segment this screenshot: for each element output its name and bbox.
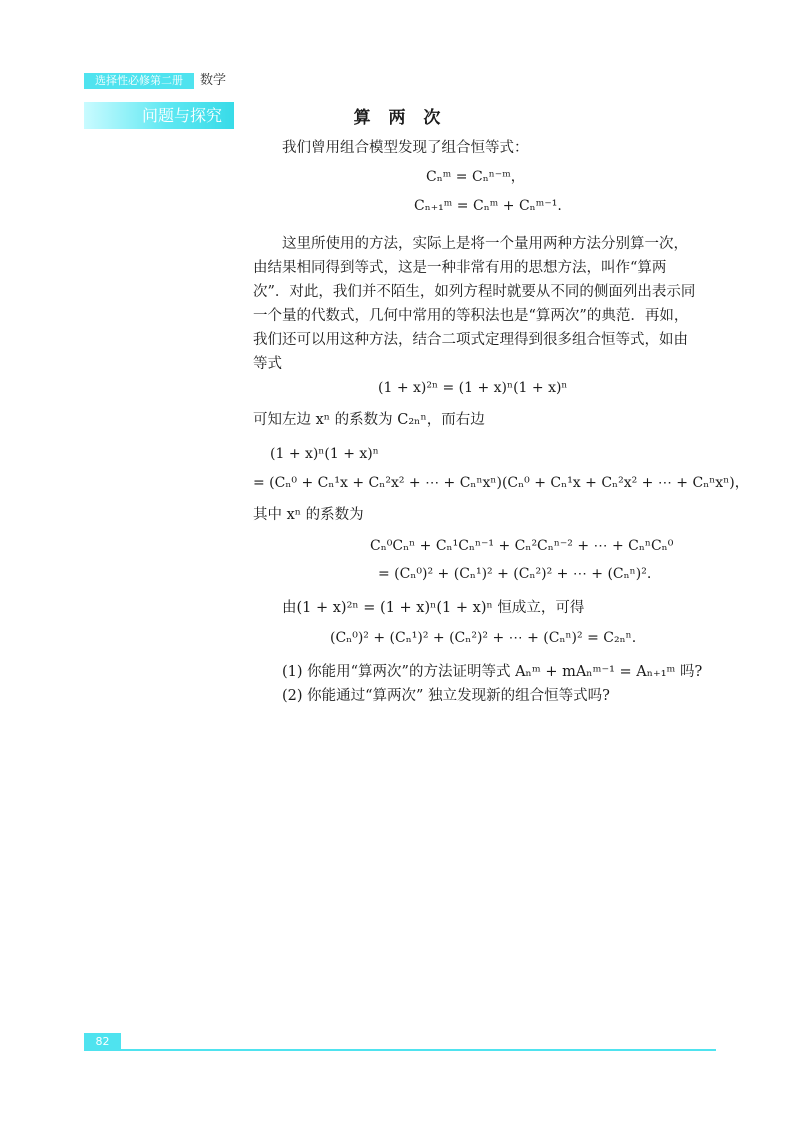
paragraph-line: 这里所使用的方法，实际上是将一个量用两种方法分别算一次， [282,236,688,252]
paragraph-line: 其中 xⁿ 的系数为 [253,507,364,523]
equation-6: Cₙ⁰Cₙⁿ + Cₙ¹Cₙⁿ⁻¹ + Cₙ²Cₙⁿ⁻² + ⋯ + CₙⁿCₙ⁰ [370,538,674,554]
equation-5: = (Cₙ⁰ + Cₙ¹x + Cₙ²x² + ⋯ + Cₙⁿxⁿ)(Cₙ⁰ + Cₙ¹x + Cₙ²x² + ⋯ + Cₙⁿxⁿ)， [253,475,749,491]
equation-2: Cₙ₊₁ᵐ = Cₙᵐ + Cₙᵐ⁻¹. [414,198,562,214]
paragraph-line: 等式 [253,356,282,372]
subject-label: 数学 [200,73,227,88]
question-2: (2) 你能通过“算两次” 独立发现新的组合恒等式吗? [282,688,610,704]
equation-3: (1 + x)²ⁿ = (1 + x)ⁿ(1 + x)ⁿ [378,380,568,396]
equation-1: Cₙᵐ = Cₙⁿ⁻ᵐ， [426,169,525,185]
question-1: (1) 你能用“算两次”的方法证明等式 Aₙᵐ + mAₙᵐ⁻¹ = Aₙ₊₁ᵐ 吗? [282,664,703,680]
equation-7: = (Cₙ⁰)² + (Cₙ¹)² + (Cₙ²)² + ⋯ + (Cₙⁿ)². [378,566,652,582]
page-number: 82 [84,1033,121,1051]
paragraph-line: 由(1 + x)²ⁿ = (1 + x)ⁿ(1 + x)ⁿ 恒成立，可得 [282,600,585,616]
paragraph-line: 一个量的代数式，几何中常用的等积法也是“算两次”的典范．再如， [253,308,689,324]
paragraph-line: 我们还可以用这种方法，结合二项式定理得到很多组合恒等式，如由 [253,332,688,348]
page-title: 算 两 次 [353,108,447,128]
book-tag: 选择性必修第二册 [84,73,194,89]
paragraph-line: 次”．对此，我们并不陌生，如列方程时就要从不同的侧面列出表示同 [253,284,696,300]
equation-4: (1 + x)ⁿ(1 + x)ⁿ [270,446,379,462]
section-banner: 问题与探究 [84,102,234,129]
footer-divider [121,1049,716,1051]
equation-8: (Cₙ⁰)² + (Cₙ¹)² + (Cₙ²)² + ⋯ + (Cₙⁿ)² = C₂ₙⁿ. [330,630,637,646]
paragraph-line: 可知左边 xⁿ 的系数为 C₂ₙⁿ，而右边 [253,412,485,428]
intro-text: 我们曾用组合模型发现了组合恒等式： [282,140,529,156]
paragraph-line: 由结果相同得到等式，这是一种非常有用的思想方法，叫作“算两 [253,260,667,276]
